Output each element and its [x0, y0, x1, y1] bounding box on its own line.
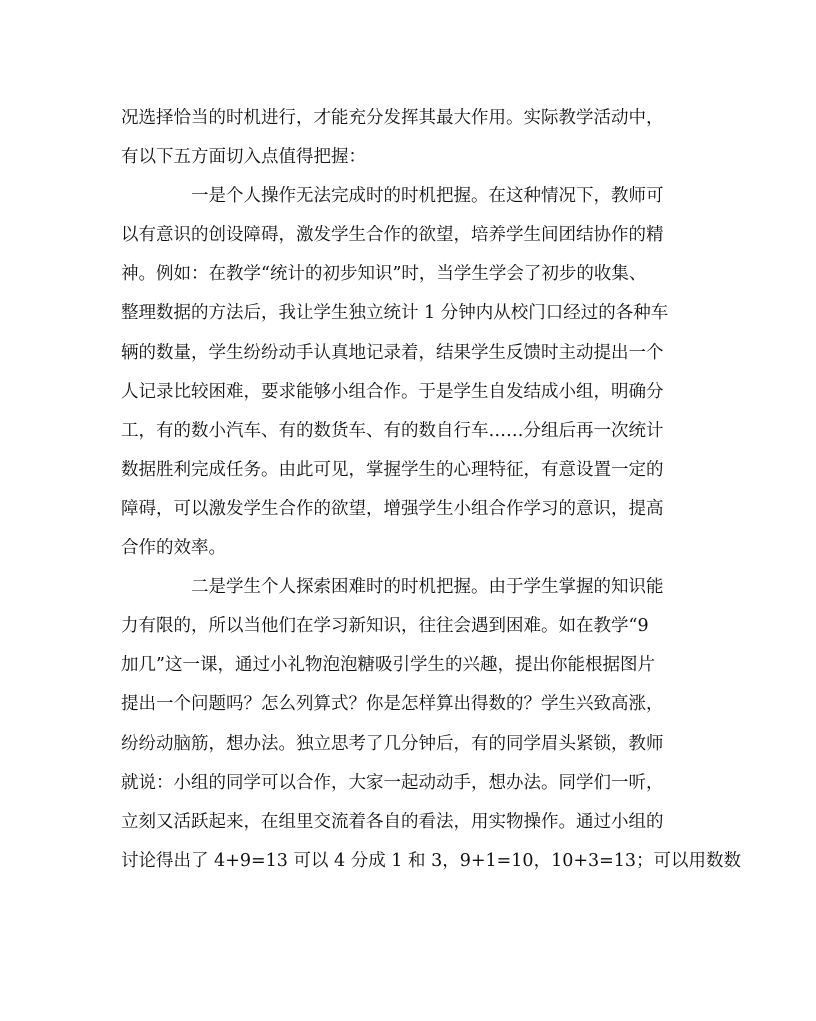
paragraph-first-line: 二是学生个人探索困难时的时机把握。由于学生掌握的知识能: [191, 577, 664, 598]
text-line: 讨论得出了 4+9=13 可以 4 分成 1 和 3，9+1=10，10+3=13；可以用数数: [121, 850, 742, 871]
text-line: 以有意识的创设障碍，激发学生合作的欲望，培养学生间团结协作的精: [121, 225, 664, 246]
text-line: 障碍，可以激发学生合作的欲望，增强学生小组合作学习的意识，提高: [121, 498, 664, 519]
text-line: 提出一个问题吗？怎么列算式？你是怎样算出得数的？学生兴致高涨，: [121, 694, 664, 715]
text-line: 合作的效率。: [121, 538, 226, 559]
text-line: 神。例如：在教学“统计的初步知识”时，当学生学会了初步的收集、: [121, 264, 647, 285]
paragraph-first-line: 一是个人操作无法完成时的时机把握。在这种情况下，教师可: [191, 186, 664, 207]
text-line: 人记录比较困难，要求能够小组合作。于是学生自发结成小组，明确分: [121, 381, 664, 402]
text-line: 整理数据的方法后，我让学生独立统计 1 分钟内从校门口经过的各种车: [121, 303, 669, 324]
text-line: 立刻又活跃起来，在组里交流着各自的看法，用实物操作。通过小组的: [121, 811, 664, 832]
text-line: 况选择恰当的时机进行，才能充分发挥其最大作用。实际教学活动中，: [121, 108, 664, 128]
text-line: 就说：小组的同学可以合作，大家一起动动手，想办法。同学们一听，: [121, 772, 664, 793]
text-line: 力有限的，所以当他们在学习新知识，往往会遇到困难。如在教学“9: [121, 616, 649, 637]
document-body: [121, 99, 742, 881]
text-line: 有以下五方面切入点值得把握：: [121, 147, 366, 168]
text-line: 加几”这一课，通过小礼物泡泡糖吸引学生的兴趣，提出你能根据图片: [121, 655, 655, 676]
text-line: 辆的数量，学生纷纷动手认真地记录着，结果学生反馈时主动提出一个: [121, 342, 664, 363]
text-line: 数据胜利完成任务。由此可见，掌握学生的心理特征，有意设置一定的: [121, 459, 664, 480]
text-line: 纷纷动脑筋，想办法。独立思考了几分钟后，有的同学眉头紧锁，教师: [121, 733, 664, 754]
text-line: 工，有的数小汽车、有的数货车、有的数自行车……分组后再一次统计: [121, 420, 664, 441]
